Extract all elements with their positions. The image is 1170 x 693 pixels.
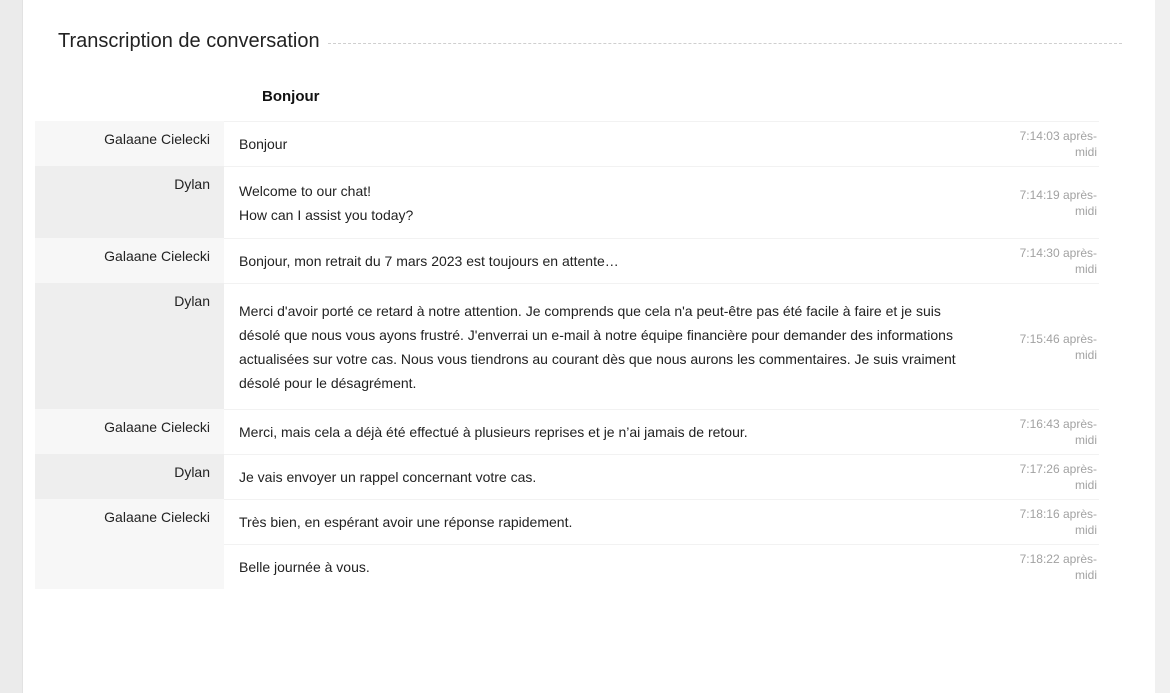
- message-body: [224, 121, 991, 166]
- message-row: [35, 544, 1099, 589]
- message-time: 7:18:22 après-midi: [991, 544, 1099, 589]
- speaker-name: Dylan: [35, 454, 224, 499]
- speaker-name: Galaane Cielecki: [35, 121, 224, 166]
- speaker-name: Dylan: [35, 166, 224, 238]
- message-text: Bonjour, mon retrait du 7 mars 2023 est toujours en attente…: [239, 253, 619, 269]
- speaker-name: Dylan: [35, 283, 224, 409]
- speaker-name: Galaane Cielecki: [35, 409, 224, 454]
- message-text: Merci d'avoir porté ce retard à notre attention. Je comprends que cela n'a peut-être pas été facile à faire et je suis désolé que nous vous ayons frustré. J'enverrai un e-mail à notre équipe financière pour demander des informations actualisées sur votre cas. Nous vous tiendrons au courant dès que nous aurons les commentaires. Je suis vraiment désolé pour le désagrément.: [239, 302, 956, 391]
- message-text: Welcome to our chat! How can I assist you today?: [239, 182, 414, 223]
- page-title: Transcription de conversation: [58, 29, 320, 52]
- message-row: [35, 166, 1099, 238]
- message-text: Je vais envoyer un rappel concernant votre cas.: [239, 469, 537, 485]
- message-text: Très bien, en espérant avoir une réponse rapidement.: [239, 514, 573, 530]
- message-body: [224, 166, 991, 238]
- speaker-name: [35, 544, 224, 589]
- message-row: [35, 454, 1099, 499]
- message-time: 7:17:26 après-midi: [991, 454, 1099, 499]
- message-time: 7:18:16 après-midi: [991, 499, 1099, 544]
- conversation-subject: Bonjour: [262, 88, 320, 105]
- message-body: [224, 499, 991, 544]
- message-body: [224, 409, 991, 454]
- scrollbar-track[interactable]: [1155, 0, 1170, 693]
- message-time: 7:14:03 après-midi: [991, 121, 1099, 166]
- message-body: [224, 238, 991, 283]
- section-header: [58, 28, 1122, 54]
- message-text: Merci, mais cela a déjà été effectué à plusieurs reprises et je n’ai jamais de retour.: [239, 424, 748, 440]
- message-body: [224, 283, 991, 409]
- message-list: [35, 121, 1099, 589]
- message-time: 7:16:43 après-midi: [991, 409, 1099, 454]
- message-time: 7:14:30 après-midi: [991, 238, 1099, 283]
- message-text: Belle journée à vous.: [239, 559, 370, 575]
- message-time: 7:14:19 après-midi: [991, 166, 1099, 238]
- speaker-name: Galaane Cielecki: [35, 238, 224, 283]
- message-row: [35, 409, 1099, 454]
- message-body: [224, 544, 991, 589]
- message-row: [35, 121, 1099, 166]
- header-divider: [328, 43, 1122, 44]
- message-row: [35, 238, 1099, 283]
- message-row: [35, 283, 1099, 409]
- speaker-name: Galaane Cielecki: [35, 499, 224, 544]
- message-text: Bonjour: [239, 136, 288, 152]
- message-body: [224, 454, 991, 499]
- message-row: [35, 499, 1099, 544]
- message-time: 7:15:46 après-midi: [991, 283, 1099, 409]
